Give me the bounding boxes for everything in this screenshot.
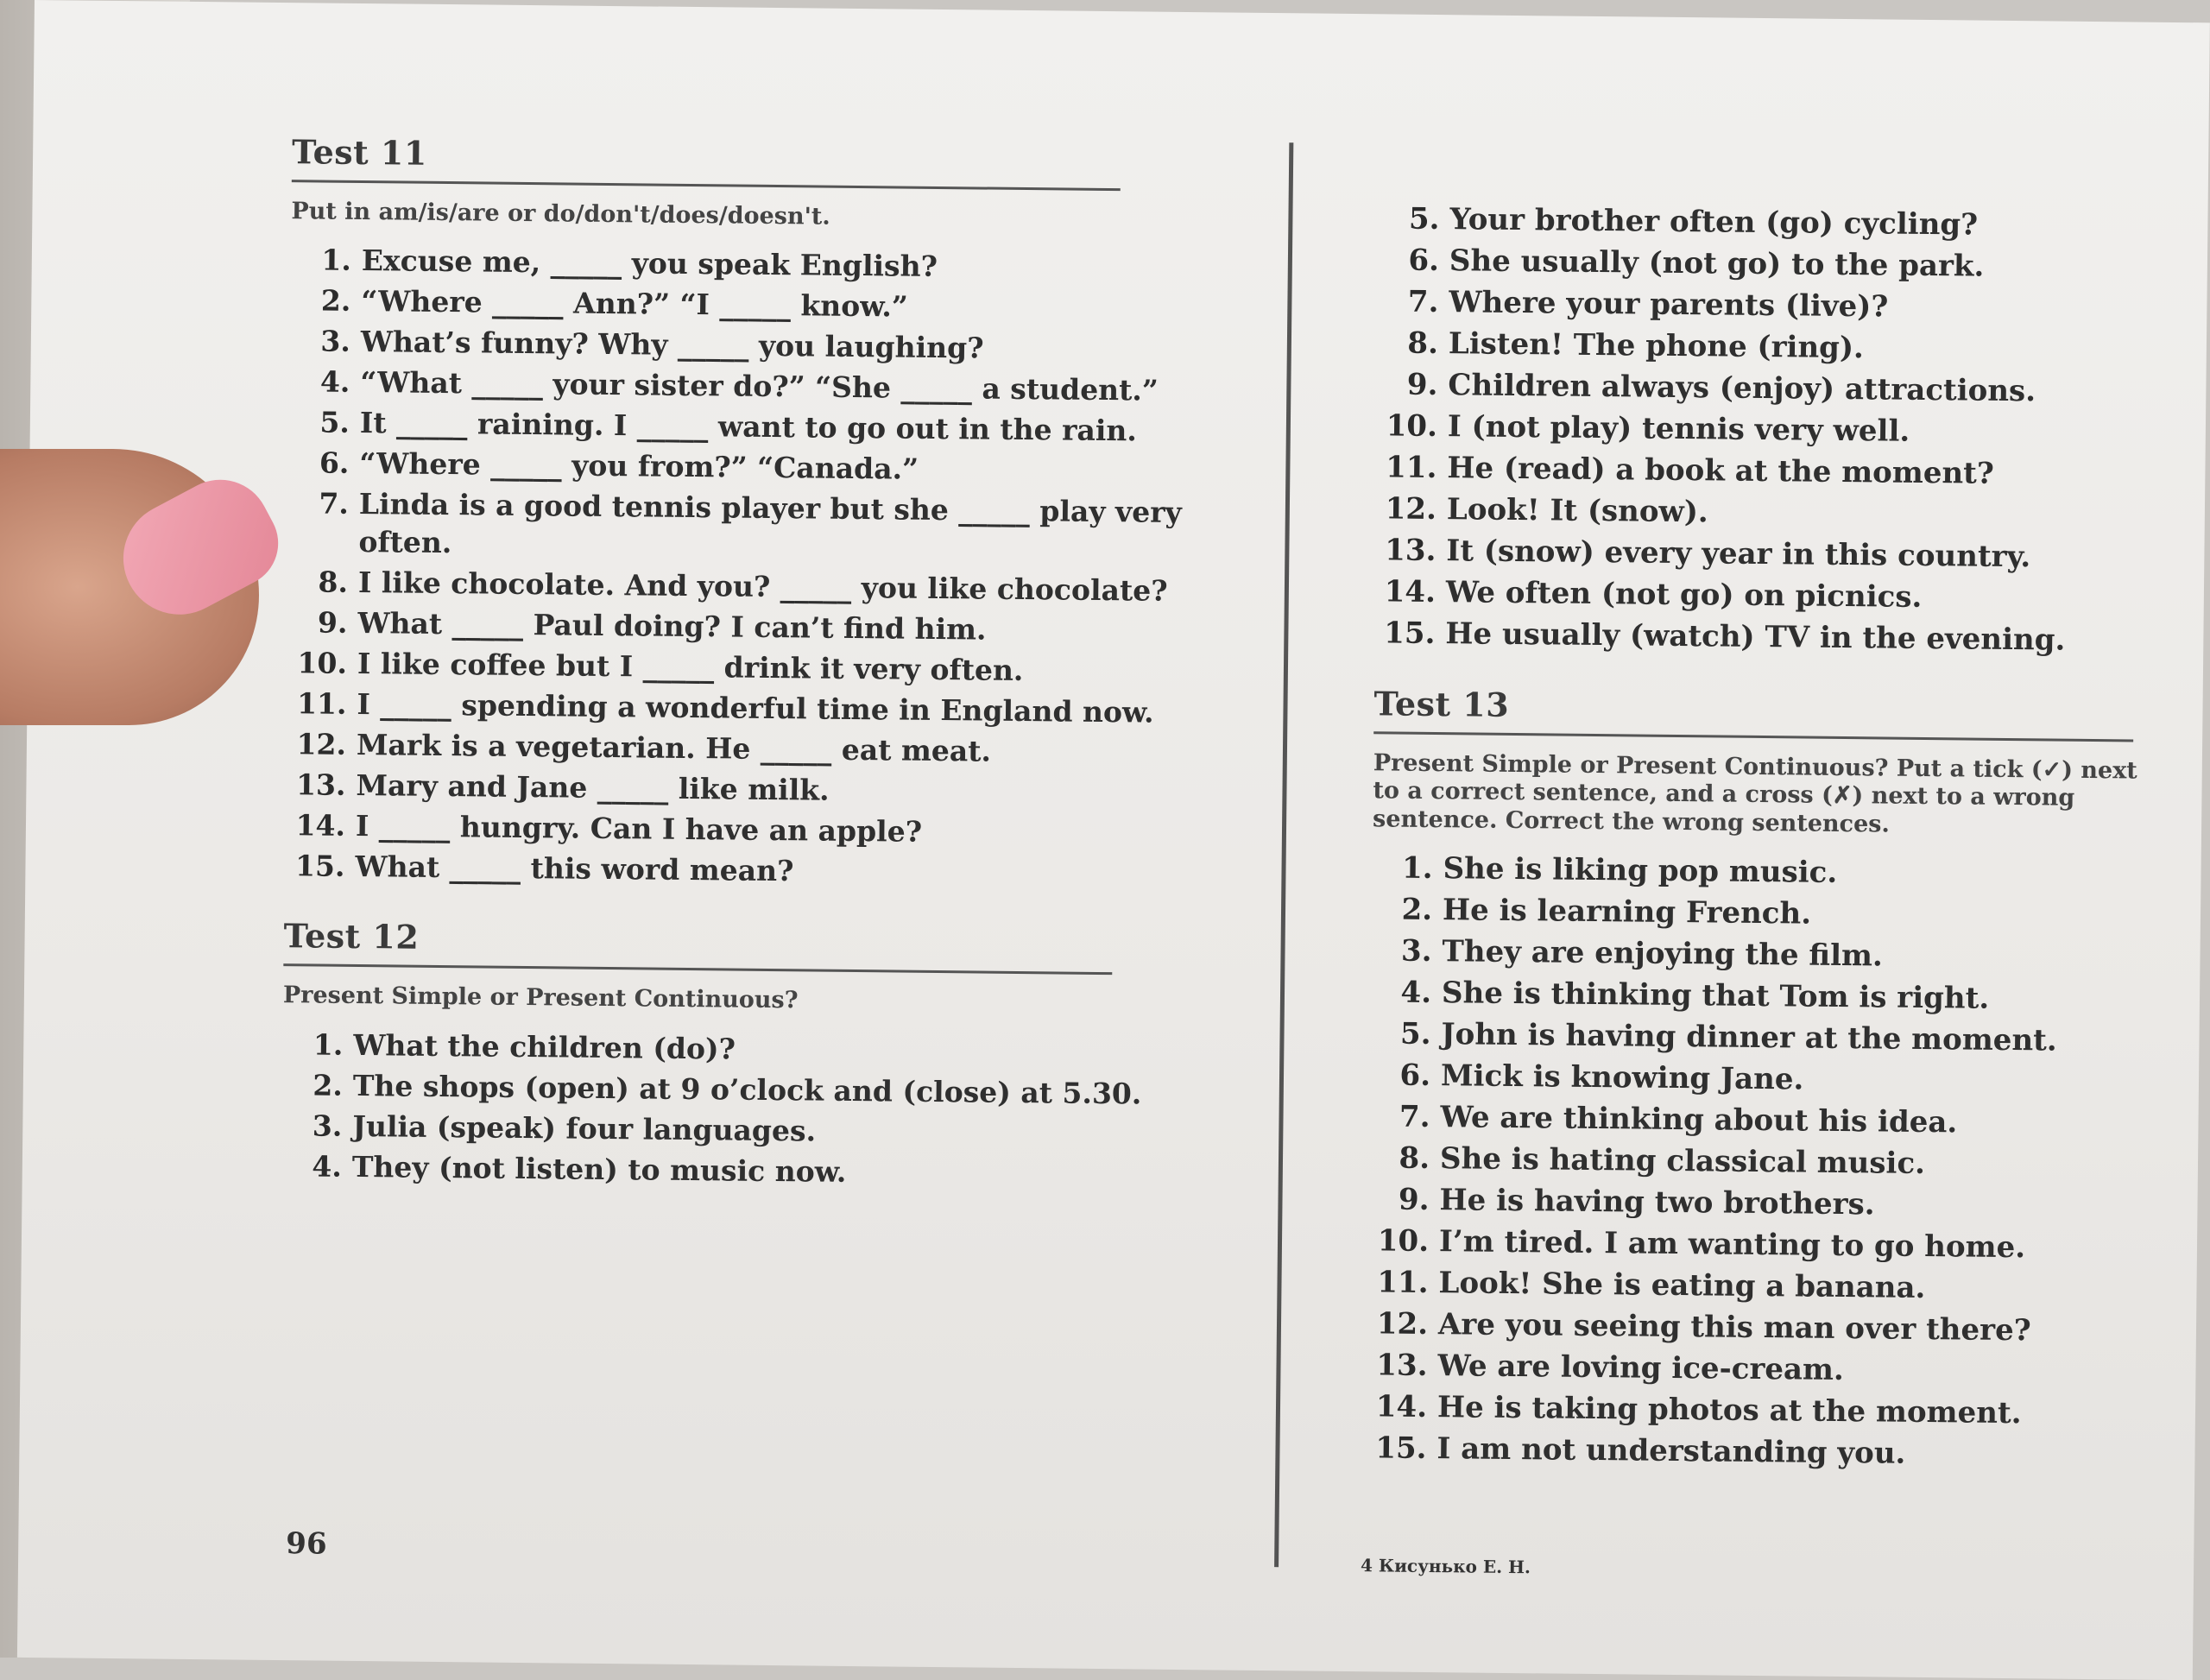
item-number: 14. [295, 808, 346, 843]
item-text: It (snow) every year in this country. [1446, 534, 2031, 575]
item-text: What the children (do)? [353, 1027, 736, 1066]
test-12-section [281, 916, 1225, 1195]
item-text: We are thinking about his idea. [1440, 1100, 1958, 1140]
item-number: 4. [319, 364, 350, 400]
item-text: I (not play) tennis very well. [1447, 409, 1910, 449]
exercise-item [286, 685, 1227, 732]
title-rule [283, 963, 1112, 975]
item-text: “Where _____ you from?” “Canada.” [359, 446, 919, 487]
item-text: “Where _____ Ann?” “I _____ know.” [361, 284, 909, 325]
exercise-item [286, 725, 1227, 773]
exercise-item [1372, 890, 2149, 937]
item-number: 11. [1377, 1265, 1429, 1301]
exercise-item [1367, 1387, 2144, 1434]
item-text: I _____ spending a wonderful time in England now. [357, 687, 1154, 730]
right-column [1366, 199, 2156, 1507]
item-text: The shops (open) at 9 o’clock and (close) at 5.30. [352, 1068, 1142, 1111]
item-text: She usually (not go) to the park. [1449, 243, 1985, 284]
test-12-continued [1374, 199, 2156, 660]
item-text: I am not understanding you. [1436, 1431, 1906, 1471]
exercise-item [1371, 932, 2148, 978]
title-rule [292, 180, 1121, 191]
item-number: 7. [1407, 284, 1439, 320]
exercise-item [1367, 1304, 2144, 1351]
item-number: 9. [1398, 1182, 1430, 1218]
item-number: 6. [1408, 243, 1440, 279]
test-12-items-right [1374, 199, 2156, 660]
item-number: 5. [1408, 201, 1440, 237]
exercise-item [281, 1147, 1222, 1195]
item-text: Look! It (snow). [1446, 492, 1708, 530]
exercise-item [281, 1107, 1222, 1154]
item-text: She is hating classical music. [1439, 1141, 1926, 1182]
test-13-instruction: Present Simple or Present Continuous? Put a tick (✓) next to a correct sentence, and a cross (✗) next to a wrong sentence. Correct the wrong sentences. [1372, 749, 2137, 838]
test-12-items-left [281, 1026, 1224, 1195]
exercise-item [290, 323, 1231, 370]
exercise-item [1366, 1429, 2143, 1475]
item-number: 2. [320, 283, 351, 319]
item-number: 11. [296, 686, 347, 722]
item-number: 3. [320, 324, 351, 359]
item-number: 4. [1400, 975, 1432, 1011]
item-number: 6. [319, 445, 350, 481]
item-number: 9. [1406, 367, 1438, 403]
book-page [17, 0, 2210, 1680]
item-number: 10. [1377, 1223, 1430, 1260]
item-text: He is having two brothers. [1439, 1183, 1875, 1222]
test-11-instruction: Put in am/is/are or do/don't/does/doesn't. [291, 198, 830, 231]
item-text: It _____ raining. I _____ want to go out in the rain. [359, 406, 1138, 448]
test-11-items [284, 242, 1232, 895]
test-11-section [284, 132, 1233, 895]
item-text: Your brother often (go) cycling? [1449, 202, 1979, 243]
item-number: 7. [319, 486, 350, 521]
item-number: 1. [321, 243, 352, 278]
item-text: Mick is knowing Jane. [1440, 1058, 1804, 1097]
exercise-item [1372, 849, 2149, 895]
item-text: Are you seeing this man over there? [1437, 1307, 2031, 1348]
item-number: 4. [312, 1149, 343, 1184]
page-number: 96 [286, 1526, 327, 1562]
column-divider [1274, 142, 1293, 1567]
item-text: What _____ this word mean? [355, 849, 794, 888]
exercise-item [289, 363, 1230, 411]
item-text: He is learning French. [1442, 893, 1812, 932]
test-13-title: Test 13 [1373, 684, 1510, 724]
item-number: 12. [1376, 1306, 1429, 1342]
item-text: John is having dinner at the moment. [1441, 1017, 2057, 1058]
item-number: 7. [1399, 1099, 1430, 1135]
item-number: 11. [1386, 450, 1437, 486]
exercise-item [284, 847, 1225, 894]
exercise-item [1367, 1346, 2144, 1393]
item-number: 3. [1400, 933, 1432, 969]
test-13-items [1366, 849, 2149, 1475]
item-text: Julia (speak) four languages. [352, 1108, 817, 1148]
exercise-item [290, 282, 1231, 330]
item-text: “What _____ your sister do?” “She _____ a student.” [360, 365, 1159, 408]
item-number: 15. [1384, 616, 1436, 652]
item-text: He usually (watch) TV in the evening. [1445, 616, 2066, 658]
exercise-item [285, 806, 1226, 854]
exercise-item [1378, 282, 2155, 329]
item-text: They (not listen) to music now. [351, 1149, 847, 1189]
exercise-item [287, 644, 1228, 692]
item-number: 1. [313, 1027, 344, 1062]
item-text: What _____ Paul doing? I can’t find him. [357, 606, 987, 647]
exercise-item [1378, 324, 2155, 370]
item-text: I’m tired. I am wanting to go home. [1438, 1224, 2026, 1266]
item-text: Mark is a vegetarian. He _____ eat meat. [356, 728, 992, 769]
item-number: 15. [294, 849, 345, 884]
item-number: 14. [1375, 1389, 1428, 1425]
item-text: I like chocolate. And you? _____ you like chocolate? [357, 565, 1168, 609]
item-number: 12. [1385, 491, 1437, 527]
item-text: Look! She is eating a banana. [1438, 1266, 1926, 1306]
item-text: We often (not go) on picnics. [1445, 575, 1923, 615]
item-text: They are enjoying the film. [1442, 934, 1884, 974]
exercise-item [287, 603, 1228, 651]
test-12-instruction: Present Simple or Present Continuous? [282, 982, 799, 1014]
exercise-item [1368, 1180, 2145, 1227]
item-text: Where your parents (live)? [1449, 285, 1889, 325]
exercise-item [285, 766, 1226, 813]
exercise-item [1375, 572, 2152, 619]
item-text: She is thinking that Tom is right. [1441, 976, 1990, 1016]
test-13-section [1366, 684, 2150, 1476]
item-number: 8. [1407, 325, 1439, 362]
exercise-item [291, 242, 1232, 289]
item-text: Excuse me, _____ you speak English? [361, 243, 938, 284]
exercise-item [1377, 365, 2154, 412]
exercise-item [289, 404, 1230, 452]
item-number: 10. [297, 646, 348, 681]
footer-author: 4 Кисунько Е. Н. [1360, 1555, 1531, 1578]
exercise-item [1367, 1263, 2144, 1310]
exercise-item [1376, 448, 2153, 495]
item-text: What’s funny? Why _____ you laughing? [360, 325, 984, 365]
exercise-item [1379, 199, 2156, 246]
item-text: He is taking photos at the moment. [1436, 1390, 2022, 1431]
item-number: 13. [1385, 533, 1436, 569]
exercise-item [1370, 1014, 2147, 1061]
item-number: 8. [1399, 1140, 1430, 1177]
exercise-item [1375, 531, 2152, 578]
item-number: 13. [1376, 1348, 1428, 1384]
exercise-item [1379, 241, 2156, 287]
exercise-item [282, 1026, 1223, 1073]
exercise-item [1369, 1097, 2146, 1144]
exercise-item [282, 1066, 1223, 1114]
exercise-item [288, 445, 1229, 492]
title-rule [1373, 731, 2133, 742]
exercise-item [1374, 614, 2151, 660]
item-text: I like coffee but I _____ drink it very often. [357, 647, 1024, 688]
item-number: 9. [317, 605, 348, 641]
test-12-title: Test 12 [283, 916, 420, 957]
item-text: Listen! The phone (ring). [1448, 326, 1865, 366]
item-number: 12. [296, 727, 347, 762]
exercise-item [287, 485, 1229, 571]
item-number: 10. [1386, 408, 1438, 445]
exercise-item [287, 563, 1228, 610]
item-number: 1. [1401, 850, 1433, 887]
item-number: 2. [1401, 892, 1433, 928]
item-text: He (read) a book at the moment? [1447, 451, 1995, 491]
exercise-item [1369, 1139, 2146, 1185]
exercise-item [1370, 1056, 2147, 1102]
item-number: 13. [295, 767, 346, 803]
item-text: We are loving ice-cream. [1437, 1348, 1845, 1388]
item-number: 8. [318, 565, 349, 600]
item-text: I _____ hungry. Can I have an apple? [355, 809, 923, 849]
item-text: Mary and Jane _____ like milk. [356, 768, 830, 808]
item-text: Children always (enjoy) attractions. [1448, 368, 2036, 409]
item-number: 14. [1384, 574, 1436, 610]
item-number: 15. [1375, 1431, 1427, 1467]
item-text: Linda is a good tennis player but she _____ play very often. [358, 487, 1182, 560]
item-number: 5. [1399, 1016, 1431, 1052]
exercise-item [1377, 407, 2154, 453]
exercise-item [1371, 973, 2148, 1020]
exercise-item [1376, 489, 2153, 536]
item-text: She is liking pop music. [1443, 851, 1838, 891]
item-number: 2. [313, 1068, 344, 1102]
left-column [281, 132, 1233, 1226]
test-11-title: Test 11 [291, 132, 428, 173]
item-number: 6. [1399, 1058, 1431, 1094]
item-number: 5. [319, 405, 350, 440]
exercise-item [1368, 1222, 2145, 1268]
item-number: 3. [312, 1108, 343, 1143]
